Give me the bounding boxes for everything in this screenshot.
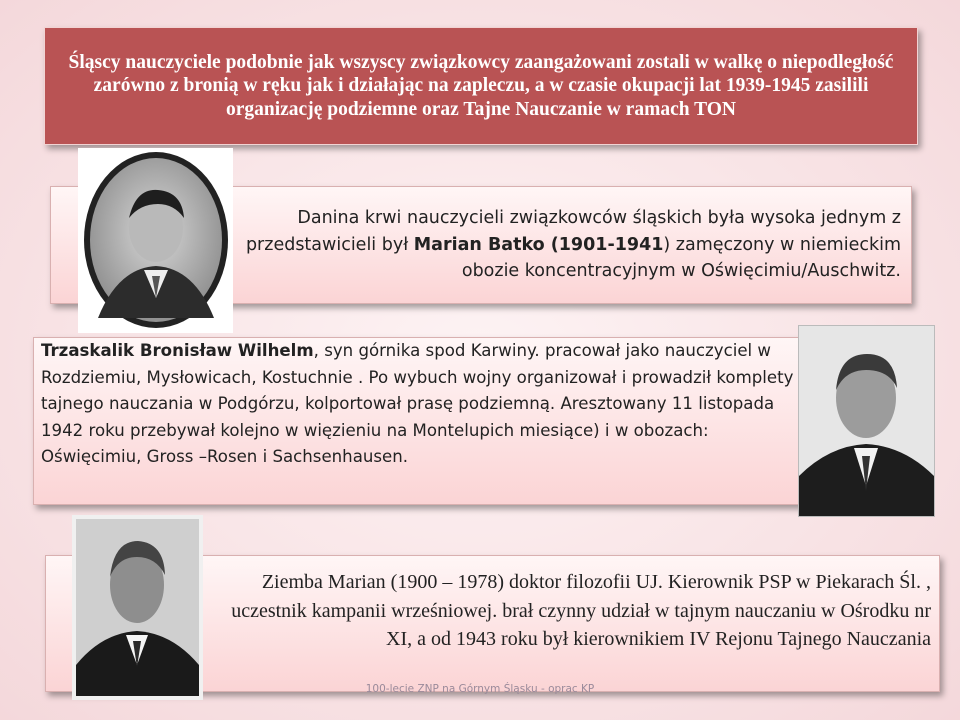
title-box <box>44 27 918 145</box>
batko-text-before: Danina krwi nauczycieli związkowców śląskich była wysoka jednym z przedstawicieli był <box>245 208 901 255</box>
ziemba-portrait <box>72 515 203 700</box>
trzaskalik-bio: , syn górnika spod Karwiny. pracował jako nauczyciel w Rozdziemiu, Mysłowicach, Kostuchnie . Po wybuch wojny organizował i prowadził komplety tajnego nauczania w Podgórzu, kolportował prasę podziemną. Aresztowany 11 listopada 1942 roku przebywał kolejno w więzieniu na Montelupich miesiące) i w obozach: Oświęcimiu, Gross –Rosen i Sachsenhausen. <box>41 341 794 466</box>
batko-text <box>241 205 901 285</box>
trzaskalik-panel <box>33 337 803 505</box>
slide-title: Śląscy nauczyciele podobnie jak wszyscy związkowcy zaangażowani zostali w walkę o niepodległość zarówno z bronią w ręku jak i działając na zapleczu, a w czasie okupacji lat 1939-1945 zasilili organizację podziemne oraz Tajne Nauczanie w ramach TON <box>68 51 894 120</box>
batko-name: Marian Batko (1901-1941 <box>413 234 664 255</box>
trzaskalik-text <box>41 338 801 471</box>
trzaskalik-portrait <box>798 325 935 517</box>
trzaskalik-name: Trzaskalik Bronisław Wilhelm <box>41 341 314 360</box>
batko-text-after: ) zamęczony w niemieckim obozie koncentracyjnym w Oświęcimiu/Auschwitz. <box>461 234 901 281</box>
batko-portrait <box>78 148 233 333</box>
footer-text: 100-lecie ZNP na Górnym Śląsku - oprac KP <box>365 683 595 695</box>
ziemba-text: Ziemba Marian (1900 – 1978) doktor filozofii UJ. Kierownik PSP w Piekarach Śl. , uczestnik kampanii wrześniowej. brał czynny udział w tajnym nauczaniu w Ośrodku nr XI, a od 1943 roku był kierownikiem IV Rejonu Tajnego Nauczania <box>231 571 931 650</box>
